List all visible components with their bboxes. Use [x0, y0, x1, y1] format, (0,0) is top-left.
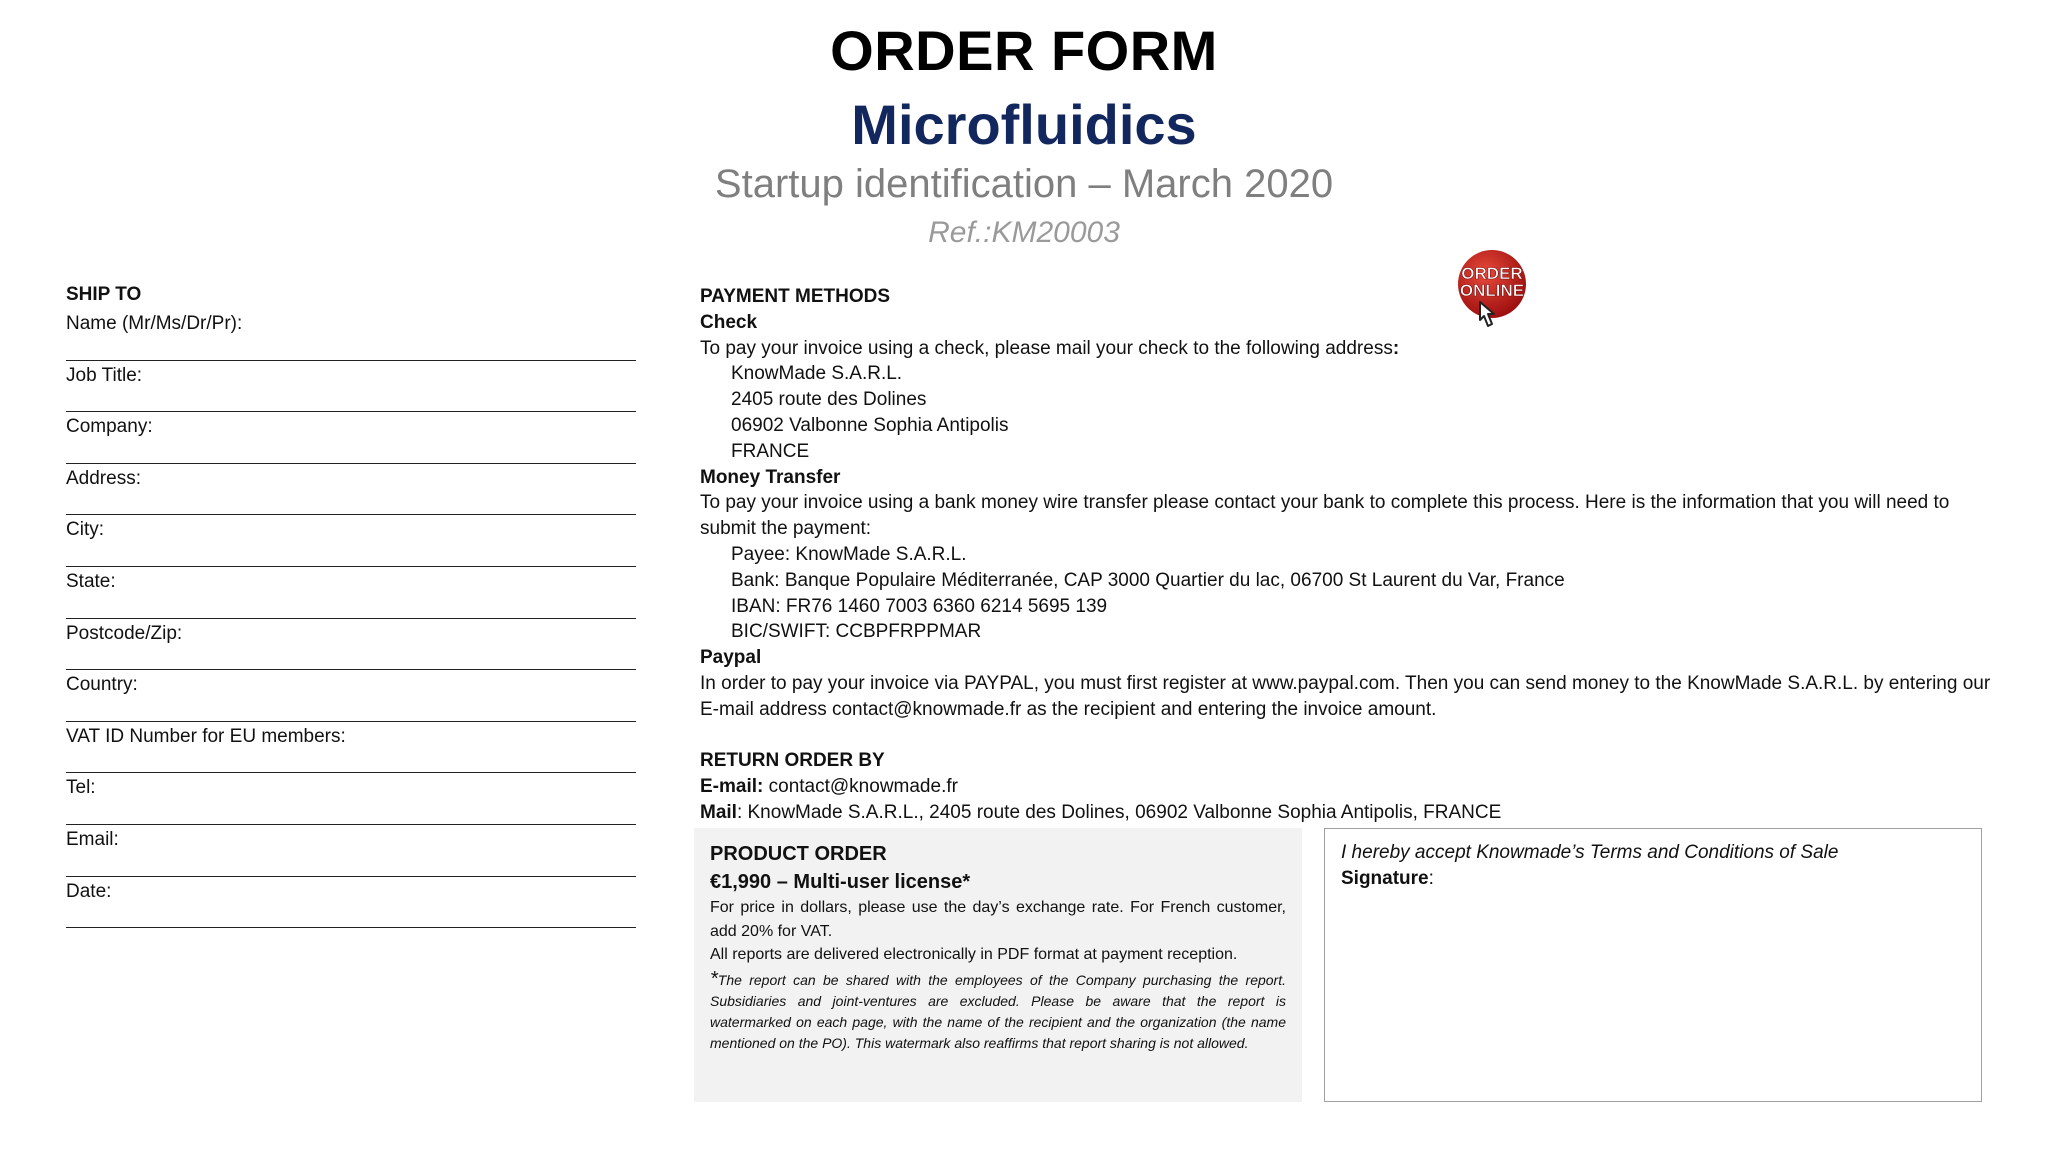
city-label: City:	[66, 519, 104, 541]
payee-line: Payee: KnowMade S.A.R.L.	[731, 543, 967, 565]
bank-line: Bank: Banque Populaire Méditerranée, CAP 3000 Quartier du lac, 06700 St Laurent du Var, France	[731, 569, 1565, 591]
return-email-line	[700, 774, 2010, 800]
job-title-field[interactable]	[66, 361, 636, 413]
state-field[interactable]	[66, 567, 636, 619]
vat-id-field[interactable]	[66, 722, 636, 774]
country-field[interactable]	[66, 670, 636, 722]
page-subtitle: Microfluidics	[851, 93, 1197, 156]
state-label: State:	[66, 570, 116, 592]
tel-field[interactable]	[66, 773, 636, 825]
date-label: Date:	[66, 880, 112, 902]
badge-line-1: ORDER	[1461, 264, 1523, 283]
page-title: ORDER FORM	[830, 19, 1218, 82]
return-email-label: E-mail:	[700, 776, 764, 798]
product-exchange-note: For price in dollars, please use the day’s exchange rate. For French customer, add 20% for VAT.	[710, 899, 1286, 940]
bic-line: BIC/SWIFT: CCBPFRPPMAR	[731, 621, 982, 643]
check-address-line: FRANCE	[731, 440, 810, 462]
ship-to-section	[66, 284, 636, 928]
address-field[interactable]	[66, 464, 636, 516]
email-label: Email:	[66, 828, 119, 850]
paypal-title: Paypal	[700, 647, 762, 669]
return-mail-line	[700, 800, 2010, 826]
check-intro: To pay your invoice using a check, please mail your check to the following address:	[700, 337, 1400, 359]
spacer	[700, 723, 2010, 749]
signature-box[interactable]	[1324, 828, 1982, 1102]
postcode-field[interactable]	[66, 619, 636, 671]
email-field[interactable]	[66, 825, 636, 877]
name-field[interactable]	[66, 309, 636, 361]
signature-label: Signature	[1341, 868, 1429, 889]
ship-to-title: SHIP TO	[66, 284, 142, 305]
postcode-label: Postcode/Zip:	[66, 622, 183, 644]
terms-acceptance-text: I hereby accept Knowmade’s Terms and Conditions of Sale	[1341, 842, 1839, 863]
check-address-line: 06902 Valbonne Sophia Antipolis	[731, 414, 1009, 436]
tel-label: Tel:	[66, 777, 96, 799]
return-mail-label: Mail	[700, 801, 737, 823]
paypal-text: In order to pay your invoice via PAYPAL, you must first register at www.paypal.com. Then you can send money to the KnowMade S.A.R.L. by entering our E-mail address contact@knowmade.fr as the recipient and entering the invoice amount.	[700, 672, 1991, 720]
check-address-line: 2405 route des Dolines	[731, 389, 927, 411]
payment-methods-section	[700, 284, 2010, 826]
city-field[interactable]	[66, 515, 636, 567]
job-title-label: Job Title:	[66, 364, 143, 386]
product-license-note: *The report can be shared with the employees of the Company purchasing the report. Subsidiaries and joint-ventures are excluded. Please be aware that the report is watermarked on each page, with the name of the recipient and the organization (the name mentioned on the PO). This watermark also reaffirms that report sharing is not allowed.	[710, 967, 1286, 1051]
product-delivery-note: All reports are delivered electronically in PDF format at payment reception.	[710, 946, 1238, 963]
address-label: Address:	[66, 467, 141, 489]
product-order-box	[694, 828, 1302, 1102]
iban-line: IBAN: FR76 1460 7003 6360 6214 5695 139	[731, 595, 1108, 617]
badge-line-2: ONLINE	[1459, 281, 1525, 300]
country-label: Country:	[66, 674, 138, 696]
company-field[interactable]	[66, 412, 636, 464]
signature-line: Signature:	[1341, 868, 1434, 889]
vat-id-label: VAT ID Number for EU members:	[66, 725, 346, 747]
return-email-value[interactable]: contact@knowmade.fr	[763, 776, 958, 798]
money-transfer-title: Money Transfer	[700, 466, 841, 488]
company-label: Company:	[66, 416, 153, 438]
payment-methods-title: PAYMENT METHODS	[700, 286, 891, 307]
check-title: Check	[700, 311, 758, 333]
report-name: Startup identification – March 2020	[714, 162, 1334, 206]
return-mail-value: : KnowMade S.A.R.L., 2405 route des Dolines, 06902 Valbonne Sophia Antipolis, FRANCE	[736, 801, 1502, 823]
money-transfer-intro: To pay your invoice using a bank money wire transfer please contact your bank to complete this process. Here is the information that you will need to submit the payment:	[700, 492, 1950, 540]
return-order-title: RETURN ORDER BY	[700, 750, 885, 772]
check-address-line: KnowMade S.A.R.L.	[731, 363, 903, 385]
date-field[interactable]	[66, 877, 636, 929]
product-order-title: PRODUCT ORDER	[710, 843, 887, 865]
name-label: Name (Mr/Ms/Dr/Pr):	[66, 313, 243, 334]
reference-number: Ref.:KM20003	[928, 216, 1120, 249]
product-price: €1,990 – Multi-user license*	[710, 871, 971, 893]
